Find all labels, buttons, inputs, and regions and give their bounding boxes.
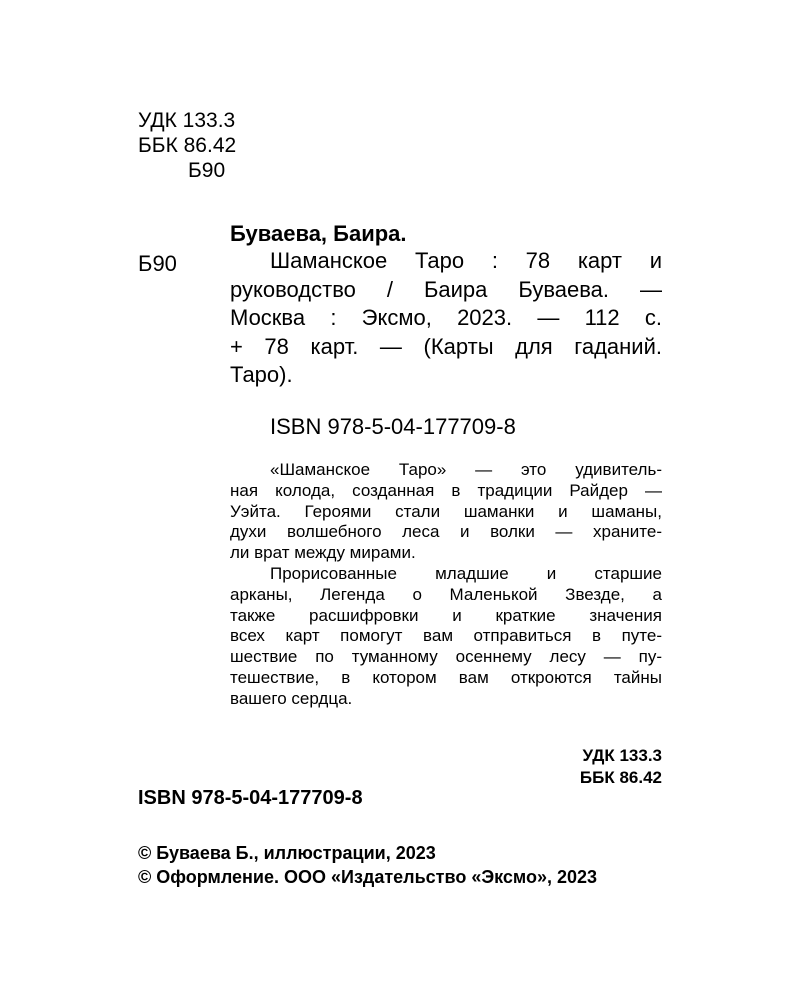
annotation-line: ная колода, созданная в традиции Райдер — xyxy=(230,480,662,500)
description-line: Шаманское Таро : 78 карт и xyxy=(270,248,662,273)
bibliographic-description xyxy=(230,247,662,390)
isbn-entry: ISBN 978-5-04-177709-8 xyxy=(270,414,516,439)
copyright-design: © Оформление. ООО «Издательство «Эксмо», 2023 xyxy=(138,867,598,887)
annotation-line: ли врат между мирами. xyxy=(230,543,416,563)
description-line: + 78 карт. — (Карты для гаданий. xyxy=(230,333,662,359)
udk-code-top: УДК 133.3 xyxy=(138,109,236,132)
isbn-footer: ISBN 978-5-04-177709-8 xyxy=(138,787,363,809)
author-mark-top: Б90 xyxy=(188,159,226,182)
copyright-illustrations: © Буваева Б., иллюстрации, 2023 xyxy=(138,843,436,863)
annotation xyxy=(230,460,662,710)
udk-code-bottom: УДК 133.3 xyxy=(582,746,662,765)
annotation-line: шествие по туманному осеннему лесу — пу- xyxy=(230,647,662,667)
bbk-code-bottom: ББК 86.42 xyxy=(579,768,662,787)
description-line: руководство / Баира Буваева. — xyxy=(230,276,662,302)
annotation-line: также расшифровки и краткие значения xyxy=(230,605,662,625)
bbk-code-top: ББК 86.42 xyxy=(138,134,237,157)
annotation-line: Прорисованные младшие и старшие xyxy=(270,563,662,583)
author-mark: Б90 xyxy=(138,251,177,276)
annotation-line: Уэйта. Героями стали шаманки и шаманы, xyxy=(230,501,662,521)
annotation-line: «Шаманское Таро» — это удивитель- xyxy=(270,460,662,479)
annotation-line: тешествие, в котором вам откроются тайны xyxy=(230,667,662,687)
annotation-line: духи волшебного леса и волки — храните- xyxy=(230,522,662,542)
description-line: Москва : Эксмо, 2023. — 112 с. xyxy=(230,305,662,330)
annotation-line: всех карт помогут вам отправиться в путе- xyxy=(230,626,662,646)
annotation-line: вашего сердца. xyxy=(230,688,353,708)
annotation-line: арканы, Легенда о Маленькой Звезде, а xyxy=(230,584,662,604)
description-line: Таро). xyxy=(230,362,293,387)
author-heading: Буваева, Баира. xyxy=(230,221,407,246)
